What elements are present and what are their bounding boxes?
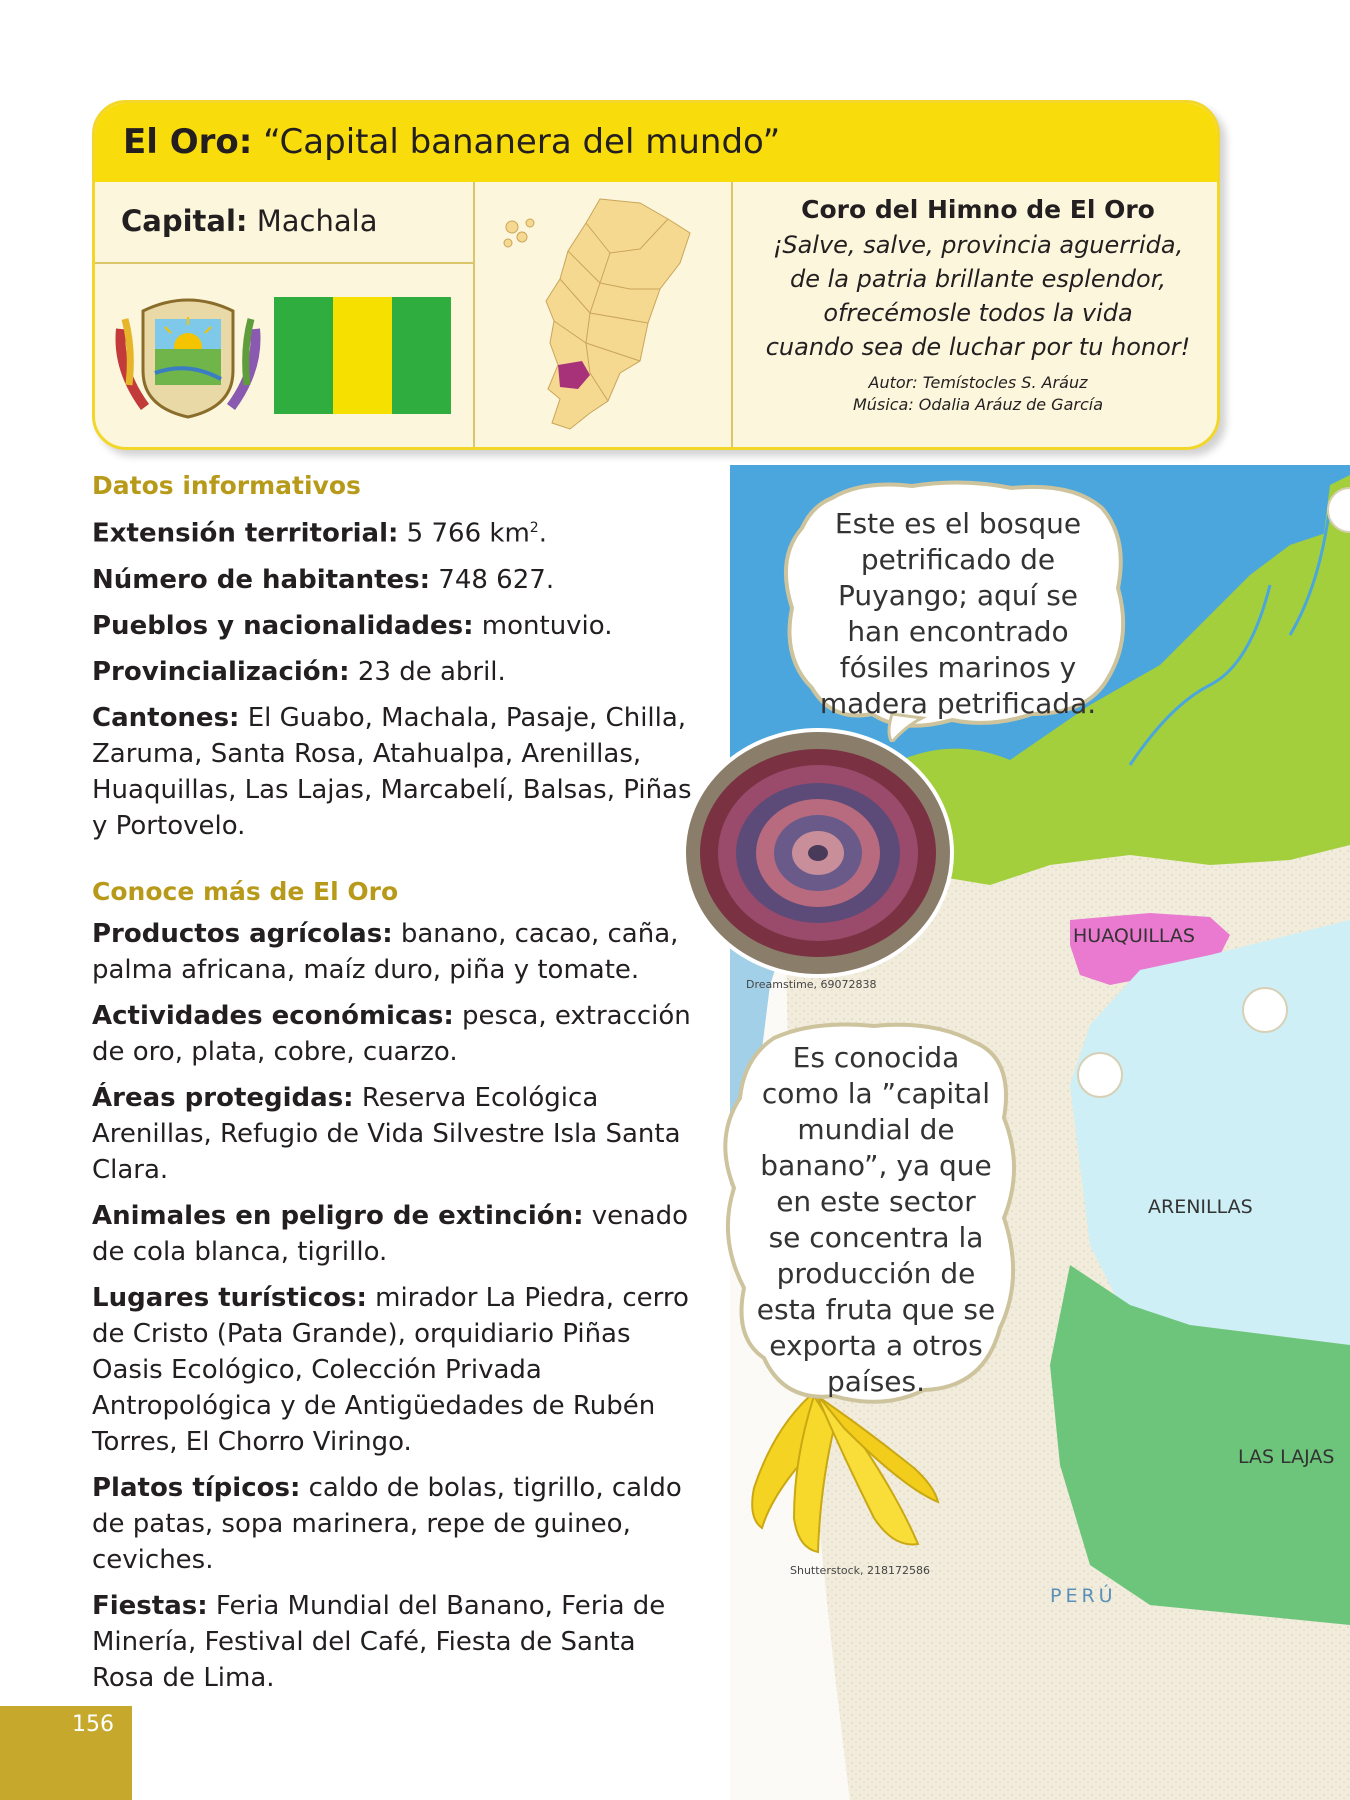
section-heading: Datos informativos — [92, 471, 361, 500]
bubble-line: exporta a otros — [769, 1329, 983, 1362]
province-name: El Oro: — [123, 122, 253, 162]
ecuador-location-map — [490, 193, 705, 443]
bubble-line: madera petrificada. — [819, 687, 1097, 720]
divider — [731, 182, 733, 450]
info-item — [92, 1280, 702, 1460]
bubble-line: mundial de — [797, 1113, 955, 1146]
province-nickname: “Capital bananera del mundo” — [263, 122, 781, 162]
info-sup: 2 — [529, 520, 539, 536]
anthem-block — [735, 195, 1220, 416]
anthem-line: de la patria brillante esplendor, — [789, 265, 1167, 293]
bubble-line: petrificado de — [860, 543, 1056, 576]
anthem-line: ofrecémosle todos la vida — [823, 299, 1133, 327]
bubble-line: fósiles marinos y — [839, 651, 1077, 684]
bubble-line: banano”, ya que — [760, 1149, 992, 1182]
bubble-line: se concentra la — [768, 1221, 984, 1254]
info-item — [92, 1198, 702, 1270]
bubble-line: Este es el bosque — [834, 507, 1082, 540]
info-value: banano, cacao, caña, palma africana, maíz duro, piña y tomate. — [92, 919, 679, 985]
province-card — [92, 100, 1220, 450]
datos-section — [92, 468, 702, 854]
info-value: venado de cola blanca, tigrillo. — [92, 1201, 688, 1267]
coat-of-arms-icon — [115, 289, 261, 421]
divider — [473, 182, 475, 450]
info-suffix: . — [538, 518, 547, 549]
info-value: El Guabo, Machala, Pasaje, Chilla, Zaruma, Santa Rosa, Atahualpa, Arenillas, Huaquillas, Las Lajas, Marcabelí, Balsas, Piñas y Portovelo. — [92, 702, 692, 841]
card-title — [95, 103, 1217, 182]
info-item — [92, 562, 702, 598]
info-label: Provincialización: — [92, 656, 350, 687]
flag-stripe — [333, 297, 392, 414]
bubble-text-banano — [726, 1040, 1026, 1400]
conoce-section — [92, 874, 702, 1706]
anthem-line: cuando sea de luchar por tu honor! — [765, 333, 1191, 361]
bubble-line: han encontrado — [847, 615, 1069, 648]
bubble-line: esta fruta que se — [756, 1293, 996, 1326]
info-label: Extensión territorial: — [92, 518, 399, 549]
info-value: 5 766 km — [398, 518, 530, 549]
section-heading: Conoce más de El Oro — [92, 877, 399, 906]
info-item — [92, 654, 702, 690]
info-label: Actividades económicas: — [92, 1001, 454, 1031]
bubble-line: países. — [826, 1365, 925, 1398]
anthem-author: Autor: Temístocles S. Aráuz — [868, 373, 1088, 392]
photo-credit-banana: Shutterstock, 218172586 — [790, 1564, 931, 1577]
bubble-line: en este sector — [776, 1185, 976, 1218]
info-item — [92, 700, 702, 844]
info-value: mirador La Piedra, cerro de Cristo (Pata Grande), orquidiario Piñas Oasis Ecológico, Colección Privada Antropológica y de Antigüedades de Rubén Torres, El Chorro Viringo. — [92, 1283, 689, 1457]
divider — [95, 262, 473, 264]
info-value: Feria Mundial del Banano, Feria de Minería, Festival del Café, Fiesta de Santa Rosa de Lima. — [92, 1591, 666, 1693]
info-value: montuvio. — [473, 610, 613, 641]
map-label-arenillas: ARENILLAS — [1148, 1196, 1253, 1218]
info-label: Lugares turísticos: — [92, 1283, 367, 1313]
info-item — [92, 916, 702, 988]
map-label-peru: PERÚ — [1050, 1585, 1117, 1607]
info-item — [92, 608, 702, 644]
info-value: 23 de abril. — [349, 656, 506, 687]
info-item — [92, 1588, 702, 1696]
capital-value: Machala — [256, 204, 378, 238]
anthem-line: ¡Salve, salve, provincia aguerrida, — [772, 231, 1184, 259]
info-label: Número de habitantes: — [92, 564, 431, 595]
info-item — [92, 510, 702, 552]
bubble-line: producción de — [776, 1257, 976, 1290]
info-value: Reserva Ecológica Arenillas, Refugio de Vida Silvestre Isla Santa Clara. — [92, 1083, 681, 1185]
info-value: 748 627. — [430, 564, 555, 595]
photo-credit-wood: Dreamstime, 69072838 — [746, 978, 877, 991]
info-label: Áreas protegidas: — [92, 1083, 354, 1113]
bubble-line: Es conocida — [792, 1041, 960, 1074]
petrified-wood-photo — [682, 728, 954, 978]
info-label: Fiestas: — [92, 1591, 208, 1621]
info-label: Animales en peligro de extinción: — [92, 1201, 584, 1231]
page-number: 156 — [72, 1712, 114, 1737]
info-value: pesca, extracción de oro, plata, cobre, cuarzo. — [92, 1001, 691, 1067]
info-value: caldo de bolas, tigrillo, caldo de patas, sopa marinera, repe de guineo, ceviches. — [92, 1473, 682, 1575]
info-label: Cantones: — [92, 702, 240, 733]
bubble-line: como la ”capital — [761, 1077, 991, 1110]
capital-cell — [95, 182, 473, 262]
info-label: Pueblos y nacionalidades: — [92, 610, 474, 641]
info-item — [92, 1470, 702, 1578]
map-label-las-lajas: LAS LAJAS — [1238, 1446, 1335, 1468]
info-item — [92, 1080, 702, 1188]
bubble-text-bosque — [798, 506, 1118, 722]
anthem-music: Música: Odalia Aráuz de García — [852, 395, 1103, 414]
map-label-huaquillas: HUAQUILLAS — [1073, 925, 1195, 947]
info-label: Productos agrícolas: — [92, 919, 393, 949]
capital-label: Capital: — [121, 204, 248, 238]
flag-stripe — [274, 297, 333, 414]
flag-stripe — [392, 297, 451, 414]
province-flag — [274, 297, 451, 414]
info-label: Platos típicos: — [92, 1473, 301, 1503]
bubble-line: Puyango; aquí se — [837, 579, 1079, 612]
info-item — [92, 998, 702, 1070]
anthem-title: Coro del Himno de El Oro — [801, 195, 1155, 224]
